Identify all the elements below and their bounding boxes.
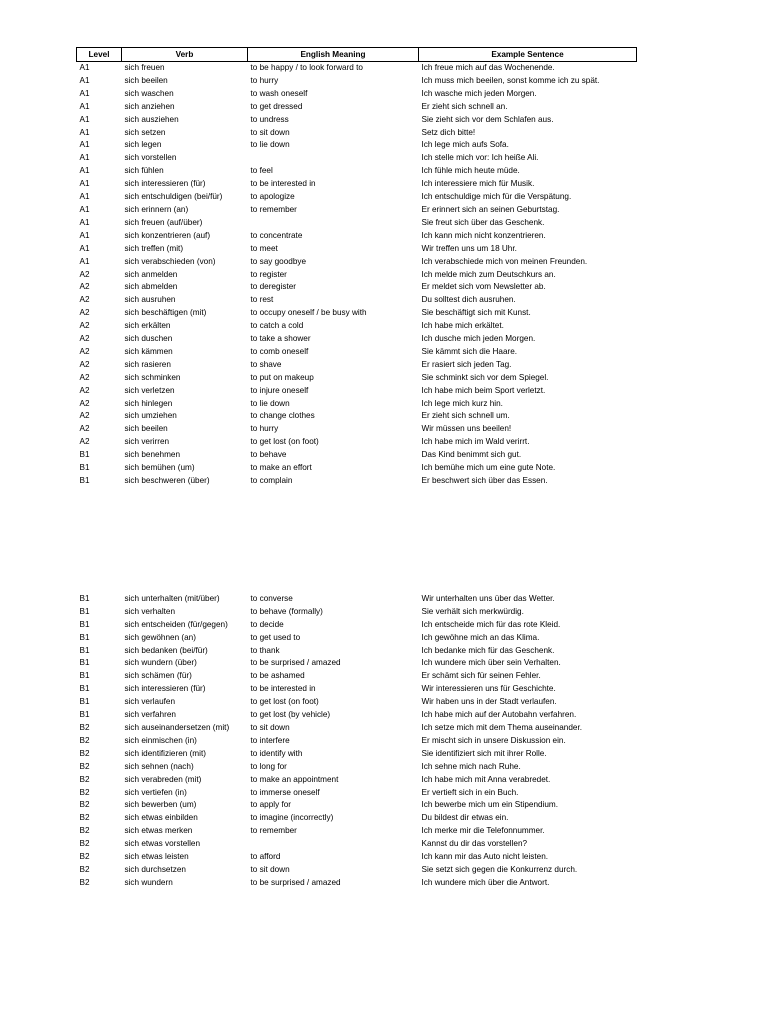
cell-level: A1 xyxy=(79,166,90,176)
cell-example-sentence: Er erinnert sich an seinen Geburtstag. xyxy=(421,204,560,214)
cell-level: B1 xyxy=(79,684,90,694)
cell-english-meaning: to shave xyxy=(250,359,282,369)
cell-example-sentence: Ich verabschiede mich von meinen Freunden. xyxy=(421,256,588,266)
cell-english-meaning: to comb oneself xyxy=(250,346,309,356)
cell-example-sentence: Wir interessieren uns für Geschichte. xyxy=(421,684,556,694)
cell-verb: sich fühlen xyxy=(124,166,164,176)
cell-verb: sich kämmen xyxy=(124,346,173,356)
cell-level: A1 xyxy=(79,192,90,202)
cell-example-sentence: Ich interessiere mich für Musik. xyxy=(421,179,535,189)
table-row xyxy=(77,593,637,606)
table-row xyxy=(77,864,637,877)
cell-example-sentence: Ich dusche mich jeden Morgen. xyxy=(421,334,536,344)
reflexive-verbs-table xyxy=(76,47,637,890)
table-row xyxy=(77,204,637,217)
cell-level: A1 xyxy=(79,101,90,111)
cell-verb: sich bemühen (um) xyxy=(124,463,195,473)
cell-example-sentence: Ich wasche mich jeden Morgen. xyxy=(421,88,537,98)
cell-english-meaning: to sit down xyxy=(250,722,290,732)
cell-english-meaning: to undress xyxy=(250,114,289,124)
cell-english-meaning: to make an effort xyxy=(250,463,312,473)
cell-english-meaning: to get dressed xyxy=(250,101,303,111)
cell-example-sentence: Kannst du dir das vorstellen? xyxy=(421,839,528,849)
cell-level: A2 xyxy=(79,308,90,318)
cell-level: B2 xyxy=(79,813,90,823)
table-row xyxy=(77,799,637,812)
cell-example-sentence: Er vertieft sich in ein Buch. xyxy=(421,787,519,797)
cell-example-sentence: Ich kann mich nicht konzentrieren. xyxy=(421,230,546,240)
cell-level: A1 xyxy=(79,114,90,124)
cell-verb: sich vertiefen (in) xyxy=(124,787,187,797)
table-row xyxy=(77,475,637,488)
table-row xyxy=(77,269,637,282)
table-row xyxy=(77,632,637,645)
table-row xyxy=(77,410,637,423)
table-row xyxy=(77,761,637,774)
cell-verb: sich verletzen xyxy=(124,385,175,395)
cell-level: B1 xyxy=(79,671,90,681)
cell-example-sentence: Wir müssen uns beeilen! xyxy=(421,424,512,434)
cell-verb: sich beschweren (über) xyxy=(124,476,210,485)
cell-level: B2 xyxy=(79,852,90,862)
table-row xyxy=(77,217,637,230)
cell-english-meaning: to put on makeup xyxy=(250,372,314,382)
cell-english-meaning: to sit down xyxy=(250,864,290,874)
table-row xyxy=(77,449,637,462)
table-row xyxy=(77,774,637,787)
cell-english-meaning: to wash oneself xyxy=(250,88,308,98)
cell-example-sentence: Ich stelle mich vor: Ich heiße Ali. xyxy=(421,153,539,163)
cell-example-sentence: Er meldet sich vom Newsletter ab. xyxy=(421,282,546,292)
header-example-sentence: Example Sentence xyxy=(419,48,637,62)
cell-verb: sich verirren xyxy=(124,437,170,447)
cell-level: B2 xyxy=(79,735,90,745)
cell-verb: sich verabschieden (von) xyxy=(124,256,216,266)
cell-verb: sich identifizieren (mit) xyxy=(124,748,206,758)
cell-example-sentence: Er beschwert sich über das Essen. xyxy=(421,476,548,485)
cell-level: A2 xyxy=(79,282,90,292)
cell-level: A2 xyxy=(79,334,90,344)
cell-verb: sich ausziehen xyxy=(124,114,179,124)
cell-english-meaning: to deregister xyxy=(250,282,297,292)
cell-example-sentence: Ich habe mich mit Anna verabredet. xyxy=(421,774,551,784)
cell-english-meaning: to interfere xyxy=(250,735,290,745)
cell-level: B1 xyxy=(79,632,90,642)
table-row xyxy=(77,385,637,398)
cell-english-meaning: to immerse oneself xyxy=(250,787,320,797)
cell-level: A2 xyxy=(79,385,90,395)
cell-verb: sich schminken xyxy=(124,372,181,382)
cell-english-meaning: to long for xyxy=(250,761,287,771)
cell-english-meaning: to say goodbye xyxy=(250,256,307,266)
cell-english-meaning xyxy=(248,152,419,165)
table-row xyxy=(77,139,637,152)
cell-verb: sich benehmen xyxy=(124,450,181,460)
cell-verb: sich auseinandersetzen (mit) xyxy=(124,722,230,732)
table-row xyxy=(77,372,637,385)
cell-verb: sich etwas vorstellen xyxy=(124,839,201,849)
cell-verb: sich erkälten xyxy=(124,321,171,331)
table-row xyxy=(77,606,637,619)
table-row xyxy=(77,462,637,475)
cell-level: B1 xyxy=(79,658,90,668)
table-row xyxy=(77,657,637,670)
table-row xyxy=(77,333,637,346)
cell-verb: sich anziehen xyxy=(124,101,175,111)
cell-verb: sich etwas leisten xyxy=(124,852,189,862)
table-row xyxy=(77,307,637,320)
cell-verb: sich konzentrieren (auf) xyxy=(124,230,211,240)
cell-example-sentence: Ich habe mich im Wald verirrt. xyxy=(421,437,530,447)
cell-verb: sich freuen (auf/über) xyxy=(124,217,203,227)
cell-verb: sich entscheiden (für/gegen) xyxy=(124,619,228,629)
cell-level: B2 xyxy=(79,722,90,732)
table-row xyxy=(77,230,637,243)
table-row xyxy=(77,877,637,890)
cell-example-sentence: Er rasiert sich jeden Tag. xyxy=(421,359,512,369)
cell-level: B2 xyxy=(79,774,90,784)
vocabulary-sheet xyxy=(76,47,636,890)
cell-english-meaning: to get lost (on foot) xyxy=(250,437,319,447)
cell-verb: sich treffen (mit) xyxy=(124,243,184,253)
cell-level: A1 xyxy=(79,256,90,266)
table-row xyxy=(77,359,637,372)
cell-example-sentence: Ich kann mir das Auto nicht leisten. xyxy=(421,852,549,862)
table-row xyxy=(77,670,637,683)
table-row xyxy=(77,320,637,333)
cell-level: B1 xyxy=(79,697,90,707)
table-row xyxy=(77,825,637,838)
cell-level: B1 xyxy=(79,606,90,616)
table-row xyxy=(77,281,637,294)
cell-level: A1 xyxy=(79,217,90,227)
cell-verb: sich gewöhnen (an) xyxy=(124,632,196,642)
cell-verb: sich legen xyxy=(124,140,162,150)
cell-example-sentence: Das Kind benimmt sich gut. xyxy=(421,450,522,460)
cell-example-sentence: Ich habe mich auf der Autobahn verfahren. xyxy=(421,710,577,720)
cell-english-meaning: to be interested in xyxy=(250,684,316,694)
cell-verb: sich verabreden (mit) xyxy=(124,774,202,784)
cell-verb: sich interessieren (für) xyxy=(124,179,206,189)
blank-gap-cell xyxy=(77,488,637,593)
table-row xyxy=(77,127,637,140)
cell-level: B1 xyxy=(79,619,90,629)
cell-verb: sich beschäftigen (mit) xyxy=(124,308,207,318)
cell-example-sentence: Wir haben uns in der Stadt verlaufen. xyxy=(421,697,557,707)
cell-english-meaning: to change clothes xyxy=(250,411,315,421)
cell-level: B1 xyxy=(79,593,90,603)
cell-example-sentence: Ich melde mich zum Deutschkurs an. xyxy=(421,269,556,279)
cell-example-sentence: Sie schminkt sich vor dem Spiegel. xyxy=(421,372,549,382)
table-row xyxy=(77,75,637,88)
cell-english-meaning: to get used to xyxy=(250,632,301,642)
cell-level: B1 xyxy=(79,710,90,720)
cell-example-sentence: Ich muss mich beeilen, sonst komme ich zu spät. xyxy=(421,75,600,85)
cell-example-sentence: Sie kämmt sich die Haare. xyxy=(421,346,518,356)
cell-example-sentence: Ich wundere mich über die Antwort. xyxy=(421,877,550,887)
cell-english-meaning: to apply for xyxy=(250,800,292,810)
cell-english-meaning: to hurry xyxy=(250,75,279,85)
cell-example-sentence: Ich setze mich mit dem Thema auseinander. xyxy=(421,722,582,732)
cell-example-sentence: Ich freue mich auf das Wochenende. xyxy=(421,63,555,72)
cell-verb: sich beeilen xyxy=(124,75,168,85)
cell-level: B2 xyxy=(79,800,90,810)
table-row xyxy=(77,787,637,800)
cell-english-meaning: to be surprised / amazed xyxy=(250,877,341,887)
table-row xyxy=(77,619,637,632)
header-row xyxy=(77,48,637,62)
cell-example-sentence: Er zieht sich schnell um. xyxy=(421,411,510,421)
cell-level: B1 xyxy=(79,450,90,460)
cell-verb: sich bedanken (bei/für) xyxy=(124,645,208,655)
cell-level: A2 xyxy=(79,398,90,408)
table-row xyxy=(77,294,637,307)
cell-english-meaning xyxy=(248,217,419,230)
cell-verb: sich verfahren xyxy=(124,710,176,720)
cell-verb: sich wundern (über) xyxy=(124,658,197,668)
cell-english-meaning: to identify with xyxy=(250,748,303,758)
cell-example-sentence: Ich lege mich kurz hin. xyxy=(421,398,503,408)
cell-verb: sich waschen xyxy=(124,88,174,98)
cell-example-sentence: Ich merke mir die Telefonnummer. xyxy=(421,826,545,836)
cell-english-meaning: to be interested in xyxy=(250,179,316,189)
cell-example-sentence: Sie identifiziert sich mit ihrer Rolle. xyxy=(421,748,547,758)
cell-verb: sich verlaufen xyxy=(124,697,176,707)
cell-example-sentence: Er mischt sich in unsere Diskussion ein. xyxy=(421,735,566,745)
cell-english-meaning: to meet xyxy=(250,243,278,253)
table-row xyxy=(77,683,637,696)
cell-english-meaning: to imagine (incorrectly) xyxy=(250,813,334,823)
cell-level: A1 xyxy=(79,204,90,214)
cell-example-sentence: Ich entschuldige mich für die Verspätung. xyxy=(421,192,572,202)
cell-example-sentence: Ich fühle mich heute müde. xyxy=(421,166,520,176)
cell-example-sentence: Wir unterhalten uns über das Wetter. xyxy=(421,593,555,603)
table-row xyxy=(77,152,637,165)
cell-english-meaning: to complain xyxy=(250,476,293,485)
table-row xyxy=(77,709,637,722)
cell-english-meaning: to concentrate xyxy=(250,230,303,240)
cell-level: A1 xyxy=(79,140,90,150)
cell-level: A2 xyxy=(79,424,90,434)
table-row xyxy=(77,191,637,204)
cell-verb: sich erinnern (an) xyxy=(124,204,189,214)
cell-english-meaning: to rest xyxy=(250,295,274,305)
cell-verb: sich hinlegen xyxy=(124,398,173,408)
cell-level: A1 xyxy=(79,230,90,240)
cell-english-meaning: to remember xyxy=(250,204,297,214)
cell-example-sentence: Sie verhält sich merkwürdig. xyxy=(421,606,524,616)
table-row xyxy=(77,114,637,127)
cell-level: B2 xyxy=(79,787,90,797)
cell-english-meaning: to make an appointment xyxy=(250,774,339,784)
table-row xyxy=(77,748,637,761)
cell-english-meaning: to behave (formally) xyxy=(250,606,323,616)
cell-level: A1 xyxy=(79,153,90,163)
cell-verb: sich vorstellen xyxy=(124,153,177,163)
header-english-meaning: English Meaning xyxy=(248,48,419,62)
table-row xyxy=(77,423,637,436)
cell-english-meaning: to afford xyxy=(250,852,281,862)
cell-level: A2 xyxy=(79,346,90,356)
cell-verb: sich entschuldigen (bei/für) xyxy=(124,192,223,202)
cell-level: B2 xyxy=(79,761,90,771)
cell-example-sentence: Ich wundere mich über sein Verhalten. xyxy=(421,658,561,668)
cell-example-sentence: Ich bedanke mich für das Geschenk. xyxy=(421,645,555,655)
cell-example-sentence: Sie zieht sich vor dem Schlafen aus. xyxy=(421,114,554,124)
cell-english-meaning: to thank xyxy=(250,645,280,655)
table-row xyxy=(77,398,637,411)
cell-english-meaning: to be happy / to look forward to xyxy=(250,63,363,72)
cell-level: B1 xyxy=(79,645,90,655)
table-row xyxy=(77,88,637,101)
table-row xyxy=(77,722,637,735)
table-row xyxy=(77,243,637,256)
cell-level: A2 xyxy=(79,269,90,279)
cell-verb: sich setzen xyxy=(124,127,166,137)
cell-level: A2 xyxy=(79,359,90,369)
cell-verb: sich anmelden xyxy=(124,269,178,279)
table-row xyxy=(77,178,637,191)
table-row xyxy=(77,256,637,269)
cell-english-meaning: to be surprised / amazed xyxy=(250,658,341,668)
cell-example-sentence: Ich gewöhne mich an das Klima. xyxy=(421,632,540,642)
header-level: Level xyxy=(77,48,122,62)
cell-english-meaning: to register xyxy=(250,269,287,279)
cell-level: A1 xyxy=(79,63,90,72)
cell-verb: sich verhalten xyxy=(124,606,176,616)
cell-level: A1 xyxy=(79,88,90,98)
cell-verb: sich umziehen xyxy=(124,411,177,421)
table-row xyxy=(77,851,637,864)
cell-verb: sich wundern xyxy=(124,877,173,887)
cell-level: B2 xyxy=(79,864,90,874)
cell-english-meaning xyxy=(248,838,419,851)
table-body xyxy=(77,62,637,890)
cell-example-sentence: Ich habe mich erkältet. xyxy=(421,321,504,331)
table-header xyxy=(77,48,637,62)
cell-level: A1 xyxy=(79,127,90,137)
cell-verb: sich bewerben (um) xyxy=(124,800,197,810)
table-row xyxy=(77,696,637,709)
cell-verb: sich rasieren xyxy=(124,359,171,369)
cell-verb: sich schämen (für) xyxy=(124,671,192,681)
cell-level: B1 xyxy=(79,463,90,473)
cell-level: B2 xyxy=(79,877,90,887)
cell-verb: sich einmischen (in) xyxy=(124,735,197,745)
cell-example-sentence: Er zieht sich schnell an. xyxy=(421,101,508,111)
cell-level: A2 xyxy=(79,295,90,305)
cell-example-sentence: Sie beschäftigt sich mit Kunst. xyxy=(421,308,531,318)
cell-level: A2 xyxy=(79,437,90,447)
cell-verb: sich beeilen xyxy=(124,424,168,434)
cell-verb: sich etwas einbilden xyxy=(124,813,198,823)
cell-english-meaning: to be ashamed xyxy=(250,671,305,681)
cell-level: A2 xyxy=(79,372,90,382)
cell-level: B2 xyxy=(79,748,90,758)
cell-verb: sich abmelden xyxy=(124,282,178,292)
cell-english-meaning: to remember xyxy=(250,826,297,836)
cell-english-meaning: to lie down xyxy=(250,398,290,408)
cell-english-meaning: to catch a cold xyxy=(250,321,304,331)
cell-example-sentence: Ich habe mich beim Sport verletzt. xyxy=(421,385,546,395)
cell-verb: sich freuen xyxy=(124,63,165,72)
cell-english-meaning: to sit down xyxy=(250,127,290,137)
cell-english-meaning: to decide xyxy=(250,619,284,629)
cell-level: A1 xyxy=(79,243,90,253)
cell-level: A1 xyxy=(79,179,90,189)
cell-english-meaning: to hurry xyxy=(250,424,279,434)
cell-english-meaning: to lie down xyxy=(250,140,290,150)
table-row xyxy=(77,436,637,449)
cell-level: B2 xyxy=(79,839,90,849)
table-row xyxy=(77,838,637,851)
cell-example-sentence: Setz dich bitte! xyxy=(421,127,476,137)
cell-english-meaning: to get lost (by vehicle) xyxy=(250,710,331,720)
cell-verb: sich sehnen (nach) xyxy=(124,761,194,771)
cell-example-sentence: Sie freut sich über das Geschenk. xyxy=(421,217,545,227)
cell-english-meaning: to converse xyxy=(250,593,293,603)
table-row xyxy=(77,62,637,75)
cell-verb: sich interessieren (für) xyxy=(124,684,206,694)
cell-english-meaning: to behave xyxy=(250,450,287,460)
cell-example-sentence: Du solltest dich ausruhen. xyxy=(421,295,516,305)
cell-english-meaning: to occupy oneself / be busy with xyxy=(250,308,367,318)
table-row xyxy=(77,645,637,658)
cell-example-sentence: Ich entscheide mich für das rote Kleid. xyxy=(421,619,561,629)
cell-english-meaning: to apologize xyxy=(250,192,295,202)
cell-level: A2 xyxy=(79,411,90,421)
cell-english-meaning: to take a shower xyxy=(250,334,311,344)
cell-example-sentence: Ich bewerbe mich um ein Stipendium. xyxy=(421,800,559,810)
table-row xyxy=(77,735,637,748)
cell-level: A2 xyxy=(79,321,90,331)
blank-gap-row xyxy=(77,488,637,593)
cell-example-sentence: Du bildest dir etwas ein. xyxy=(421,813,509,823)
cell-level: A1 xyxy=(79,75,90,85)
cell-verb: sich ausruhen xyxy=(124,295,176,305)
cell-verb: sich durchsetzen xyxy=(124,864,186,874)
cell-verb: sich duschen xyxy=(124,334,173,344)
table-row xyxy=(77,101,637,114)
cell-example-sentence: Ich bemühe mich um eine gute Note. xyxy=(421,463,556,473)
cell-verb: sich unterhalten (mit/über) xyxy=(124,593,220,603)
cell-verb: sich etwas merken xyxy=(124,826,193,836)
cell-level: B2 xyxy=(79,826,90,836)
cell-english-meaning: to feel xyxy=(250,166,273,176)
table-row xyxy=(77,812,637,825)
cell-english-meaning: to get lost (on foot) xyxy=(250,697,319,707)
header-verb: Verb xyxy=(122,48,248,62)
cell-example-sentence: Ich lege mich aufs Sofa. xyxy=(421,140,509,150)
cell-example-sentence: Sie setzt sich gegen die Konkurrenz durch. xyxy=(421,864,578,874)
cell-english-meaning: to injure oneself xyxy=(250,385,309,395)
cell-example-sentence: Er schämt sich für seinen Fehler. xyxy=(421,671,541,681)
cell-level: B1 xyxy=(79,476,90,485)
table-row xyxy=(77,346,637,359)
cell-example-sentence: Ich sehne mich nach Ruhe. xyxy=(421,761,521,771)
table-row xyxy=(77,165,637,178)
cell-example-sentence: Wir treffen uns um 18 Uhr. xyxy=(421,243,517,253)
